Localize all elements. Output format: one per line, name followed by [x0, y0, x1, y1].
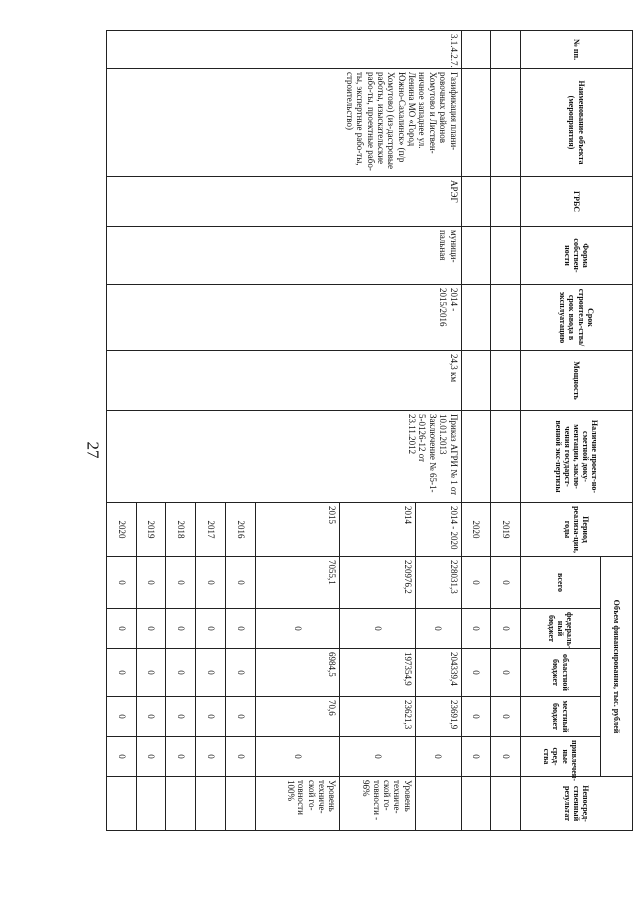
cell-result [166, 777, 196, 831]
cell-result [461, 777, 491, 831]
cell-attracted: 0 [107, 737, 137, 777]
cell-local: 0 [136, 697, 166, 737]
cell-total: 220976,2 [340, 557, 415, 609]
cell-regional: 0 [491, 649, 521, 697]
header-capacity: Мощность [521, 351, 633, 411]
cell-result [415, 777, 461, 831]
cell-regional: 0 [461, 649, 491, 697]
cell-regional: 0 [225, 649, 255, 697]
cell-result [225, 777, 255, 831]
cell-regional: 197354,9 [340, 649, 415, 697]
cell-year: 2014 - 2020 [415, 503, 461, 557]
cell-local: 0 [491, 697, 521, 737]
cell-federal: 0 [491, 609, 521, 649]
cell-attracted: 0 [461, 737, 491, 777]
cell-attracted: 0 [340, 737, 415, 777]
cell-federal: 0 [225, 609, 255, 649]
cell-regional: 6984,5 [255, 649, 340, 697]
header-grbs: ГРБС [521, 177, 633, 227]
cell-local: 0 [461, 697, 491, 737]
cell-attracted: 0 [166, 737, 196, 777]
header-total: всего [521, 557, 601, 609]
cell-local: 0 [196, 697, 226, 737]
cell-local: 23621,3 [340, 697, 415, 737]
cell-item-capacity: 24,3 км [107, 351, 462, 411]
cell-result: Уровень техниче-ской го-товности - 96% [340, 777, 415, 831]
cell-total: 0 [461, 557, 491, 609]
cell-attracted: 0 [225, 737, 255, 777]
cell-total: 0 [491, 557, 521, 609]
cell-federal: 0 [196, 609, 226, 649]
header-implementation-period: Период реализа-ции, годы [521, 503, 633, 557]
cell-year: 2019 [491, 503, 521, 557]
cell-federal: 0 [136, 609, 166, 649]
header-financing-group: Объем финансирования, тыс. рублей [601, 557, 633, 777]
cell-result [491, 777, 521, 831]
header-local: местный бюджет [521, 697, 601, 737]
cell-regional: 0 [136, 649, 166, 697]
cell-local: 0 [107, 697, 137, 737]
header-federal: федераль-ный бюджет [521, 609, 601, 649]
header-regional: областной бюджет [521, 649, 601, 697]
cell-year: 2015 [255, 503, 340, 557]
cell-total: 0 [166, 557, 196, 609]
cell-regional: 204339,4 [415, 649, 461, 697]
cell-local: 23691,9 [415, 697, 461, 737]
cell-item-num: 3.1.4.2.7. [107, 31, 462, 69]
cell-federal: 0 [166, 609, 196, 649]
header-construction-period: Срок строитель-ства/срок ввода в эксплуатацию [521, 285, 633, 351]
cell-item-design-docs: Приказ АГРИ № 1 от 10.01.2013 Заключение № 65-1-5-0126-12 от 23.11.2012 [107, 411, 462, 503]
cell-year: 2018 [166, 503, 196, 557]
header-design-docs: Наличие проект-но-сметной доку-ментации, заклю-чения государст-венной экс-пертизы [521, 411, 633, 503]
cell-item-name: Газификация плани-ровочных районов Хомутово и Листвен-ничное западнее ул. Ленина МО «Город Южно-Сахалинск» (п/р Хомутово) (из-дастровые работы, изыскательские рабо-ты, проектные рабо-ты, экспертные рабо-ты, строительство) [107, 69, 462, 177]
cell-local: 0 [166, 697, 196, 737]
header-result: Непосред-ственный результат [521, 777, 633, 831]
cell-item-ownership: муници-пальная [107, 227, 462, 285]
cell-regional: 0 [166, 649, 196, 697]
table-row [461, 31, 491, 831]
cell-federal: 0 [461, 609, 491, 649]
cell-attracted: 0 [415, 737, 461, 777]
cell-result [196, 777, 226, 831]
cell-attracted: 0 [196, 737, 226, 777]
table-row [491, 31, 521, 831]
cell-item-grbs: АРЭГ [107, 177, 462, 227]
cell-year: 2019 [136, 503, 166, 557]
header-num: № пп. [521, 31, 633, 69]
cell-result: Уровень техниче-ской го-товности 100% [255, 777, 340, 831]
cell-federal: 0 [415, 609, 461, 649]
cell-total: 228031,3 [415, 557, 461, 609]
cell-total: 7055,1 [255, 557, 340, 609]
cell-total: 0 [107, 557, 137, 609]
cell-attracted: 0 [255, 737, 340, 777]
page-number: 27 [83, 441, 103, 459]
cell-year: 2020 [461, 503, 491, 557]
cell-year: 2017 [196, 503, 226, 557]
cell-result [107, 777, 137, 831]
cell-total: 0 [136, 557, 166, 609]
financing-table-rotated [106, 30, 633, 822]
header-attracted: привлечен-ные сред-ства [521, 737, 601, 777]
cell-attracted: 0 [136, 737, 166, 777]
cell-year: 2020 [107, 503, 137, 557]
header-ownership: Форма собствен-ности [521, 227, 633, 285]
cell-regional: 0 [196, 649, 226, 697]
cell-attracted: 0 [491, 737, 521, 777]
cell-year: 2014 [340, 503, 415, 557]
header-name: Наименование объекта (мероприятия) [521, 69, 633, 177]
cell-regional: 0 [107, 649, 137, 697]
cell-federal: 0 [255, 609, 340, 649]
cell-local: 0 [225, 697, 255, 737]
cell-year: 2016 [225, 503, 255, 557]
cell-total: 0 [225, 557, 255, 609]
table-frame [106, 30, 633, 822]
cell-federal: 0 [107, 609, 137, 649]
financing-table [106, 30, 633, 831]
cell-federal: 0 [340, 609, 415, 649]
cell-local: 70,6 [255, 697, 340, 737]
cell-item-construction-period: 2014 - 2015/2016 [107, 285, 462, 351]
cell-result [136, 777, 166, 831]
table-row [415, 31, 461, 831]
cell-total: 0 [196, 557, 226, 609]
